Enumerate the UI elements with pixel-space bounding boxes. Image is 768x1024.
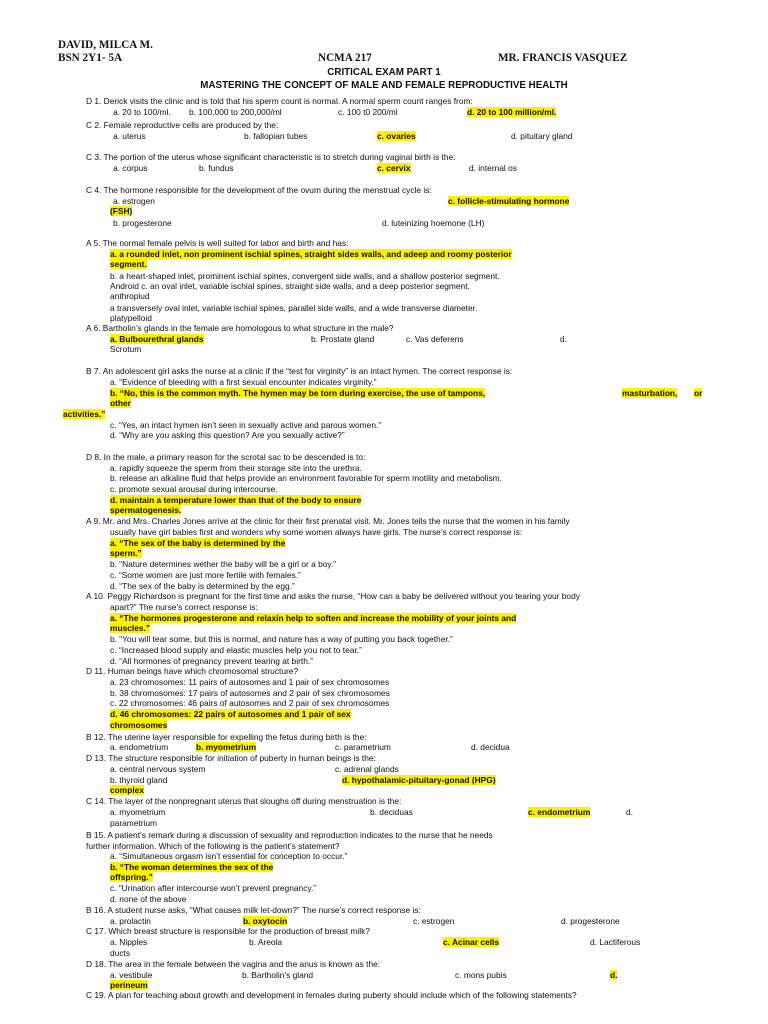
highlighted-answer: d. 46 chromosomes: 22 pairs of autosomes and 1 pair of sex [110, 709, 351, 719]
line-text: c. “Increased blood supply and elastic muscles help you not to tear.” [110, 645, 362, 655]
exam-text-line [110, 570, 301, 580]
exam-text-line [86, 905, 421, 915]
highlighted-answer: d. [610, 970, 618, 980]
exam-text-line [110, 334, 204, 344]
line-text: c. estrogen [413, 916, 455, 926]
exam-text-line [448, 196, 569, 206]
line-text: b. fallopian tubes [244, 131, 308, 141]
line-text: A 9. Mr. and Mrs. Charles Jones arrive at the clinic for their first prenatal visit. Mr. Jones tells the nurse that the women in his family [86, 516, 570, 526]
line-text: a. myometrium [110, 807, 166, 817]
exam-text-line [86, 753, 376, 763]
exam-text-line [110, 602, 258, 612]
line-text: parametrium [110, 818, 158, 828]
exam-text-line [244, 131, 307, 141]
exam-text-line [86, 516, 570, 526]
exam-text-line [110, 688, 390, 698]
exam-text-line [110, 818, 157, 828]
exam-text-line [110, 495, 361, 505]
exam-text-line [110, 313, 152, 323]
exam-text-line [113, 107, 171, 117]
line-text: a. estrogen [113, 196, 155, 206]
exam-text-line [110, 807, 165, 817]
exam-text-line [243, 916, 287, 926]
line-text: usually have girl babies first and wonders why some women always have girls. The nurse’s correct response is: [110, 527, 523, 537]
line-text: b. “Nature determines wether the baby will be a girl or a boy.” [110, 559, 337, 569]
exam-text-line [110, 698, 389, 708]
line-text: A 10. Peggy Richardson is pregnant for the first time and asks the nurse, “How can a baby be delivered without you tearing your body [86, 591, 580, 601]
line-text: d. progesterone [561, 916, 620, 926]
line-text: c. 22 chromosomes: 46 pairs of autosomes and 2 pair of sex chromosomes [110, 698, 390, 708]
exam-text-line [110, 948, 130, 958]
line-text: a. “Evidence of bleeding with a first sexual encounter indicates virginity.” [110, 377, 377, 387]
exam-text-line [626, 807, 633, 817]
line-text: d. Lactiferous [590, 937, 641, 947]
exam-text-line [110, 645, 362, 655]
highlighted-answer: b. “No, this is the common myth. The hymen may be torn during exercise, the use of tampons, [110, 388, 486, 398]
exam-text-line [335, 764, 399, 774]
line-text: B 12. The uterine layer responsible for expelling the fetus during birth is the: [86, 732, 367, 742]
exam-text-line [110, 206, 132, 216]
exam-text-line [110, 548, 142, 558]
line-text: b. fundus [199, 163, 234, 173]
line-text: b. Bartholin’s gland [242, 970, 314, 980]
exam-text-line [469, 163, 517, 173]
exam-text-line [610, 970, 617, 980]
line-text: b. “You will tear some, but this is normal, and nature has a way of putting you back together.” [110, 634, 453, 644]
exam-text-line [86, 323, 394, 333]
highlighted-answer: complex [110, 785, 144, 795]
line-text: a. “Simultaneous orgasm isn’t essential for conception to occur.” [110, 851, 348, 861]
highlighted-answer: (FSH) [110, 206, 133, 216]
line-text: C 2. Female reproductive cells are produced by the: [86, 120, 279, 130]
instructor-name: MR. FRANCIS VASQUEZ [498, 52, 628, 64]
line-text: c. mons pubis [455, 970, 507, 980]
line-text: b. Areola [249, 937, 283, 947]
line-text: d. [626, 807, 633, 817]
line-text: d. internal os [469, 163, 517, 173]
exam-text-line [110, 623, 150, 633]
exam-text-line [199, 163, 233, 173]
exam-text-line [110, 613, 516, 623]
highlighted-answer: c. endometrium [528, 807, 591, 817]
exam-text-line [189, 107, 282, 117]
highlighted-answer: c. ovaries [377, 131, 416, 141]
line-text: C 14. The layer of the nonpregnant uterus that sloughs off during menstruation is the: [86, 796, 402, 806]
line-text: b. 38 chromosomes: 17 pairs of autosomes and 2 pair of sex chromosomes [110, 688, 390, 698]
exam-text-line [86, 796, 401, 806]
exam-text-line [528, 807, 590, 817]
exam-text-line [110, 505, 181, 515]
exam-text-line [86, 96, 473, 106]
exam-text-line [113, 163, 147, 173]
exam-text-line [110, 764, 205, 774]
line-text: a. rapidly squeeze the sperm from their storage site into the urethra. [110, 463, 362, 473]
line-text: Android c. an oval inlet, variable ischial spines, straight side walls, and a deep posterior segment. [110, 281, 470, 291]
exam-text-line [110, 742, 168, 752]
exam-text-line [110, 559, 336, 569]
exam-text-line [86, 732, 367, 742]
highlighted-answer: perineum [110, 980, 148, 990]
highlighted-answer: masturbation, [622, 388, 678, 398]
line-text: b. release an alkaline fluid that helps provide an environment favorable for sperm motility and metabolism. [110, 473, 502, 483]
highlighted-answer: a. a rounded inlet, non prominent ischial spines, straight sides walls, and adeep and roomy posterior [110, 249, 512, 259]
exam-text-line [467, 107, 556, 117]
exam-text-line [110, 894, 186, 904]
exam-text-line [377, 131, 416, 141]
exam-text-line [86, 120, 278, 130]
exam-text-line [110, 249, 512, 259]
exam-text-line [342, 775, 496, 785]
highlighted-answer: b. oxytocin [243, 916, 288, 926]
exam-text-line [110, 388, 485, 398]
line-text: d. decidua [471, 742, 510, 752]
line-text: a. 23 chromosomes: 11 pairs of autosomes and 1 pair of sex chromosomes [110, 677, 390, 687]
exam-text-line [382, 218, 484, 228]
exam-text-line [110, 281, 470, 291]
line-text: D 1. Derick visits the clinic and is told that his sperm count is normal. A normal sperm count ranges from: [86, 96, 473, 106]
highlighted-answer: d. hypothalamic-pituitary-gonad (HPG) [342, 775, 496, 785]
line-text: a. uterus [113, 131, 146, 141]
line-text: b. Prostate gland [311, 334, 375, 344]
exam-text-line [413, 916, 454, 926]
line-text: C 4. The hormone responsible for the development of the ovum during the menstrual cycle is: [86, 185, 432, 195]
line-text: a. endometrium [110, 742, 169, 752]
exam-text-line [86, 238, 348, 248]
exam-text-line [110, 303, 477, 313]
line-text: c. promote sexual arousal during intercourse. [110, 484, 278, 494]
line-text: b. deciduas [370, 807, 413, 817]
line-text: b. progesterone [113, 218, 172, 228]
exam-text-line [561, 916, 620, 926]
line-text: c. “Some women are just more fertile with females.” [110, 570, 301, 580]
line-text: c. Vas deferens [406, 334, 464, 344]
exam-text-line [622, 388, 677, 398]
exam-text-line [370, 807, 413, 817]
highlighted-answer: c. follicle-stimulating hormone [448, 196, 570, 206]
exam-text-line [471, 742, 510, 752]
exam-text-line [110, 344, 141, 354]
highlighted-answer: a. Bulbourethral glands [110, 334, 204, 344]
exam-text-line [110, 709, 351, 719]
exam-text-line [196, 742, 256, 752]
exam-text-line [110, 538, 285, 548]
exam-part: CRITICAL EXAM PART 1 [327, 67, 441, 78]
exam-text-line [110, 970, 152, 980]
line-text: b. thyroid gland [110, 775, 168, 785]
line-text: platypelloid [110, 313, 152, 323]
line-text: d. pituitary gland [511, 131, 573, 141]
line-text: c. parametrium [335, 742, 391, 752]
line-text: D 11. Human beings have which chromosomal structure? [86, 666, 299, 676]
exam-text-line [110, 656, 313, 666]
exam-text-line [110, 634, 453, 644]
line-text: D 18. The area in the female between the vagina and the anus is known as the: [86, 959, 381, 969]
line-text: B 16. A student nurse asks, “What causes milk let-down?” The nurse’s correct response is: [86, 905, 421, 915]
exam-text-line [110, 420, 381, 430]
exam-text-line [338, 107, 398, 117]
line-text: a transversely oval inlet, variable ischial spines, parallel side walls, and a wide transverse diameter. [110, 303, 478, 313]
exam-text-line [110, 527, 522, 537]
exam-text-line [113, 131, 146, 141]
exam-text-line [110, 862, 273, 872]
exam-text-line [86, 841, 340, 851]
highlighted-answer: b. “The woman determines the sex of the [110, 862, 274, 872]
exam-text-line [86, 591, 580, 601]
highlighted-answer: d. 20 to 100 million/ml. [467, 107, 557, 117]
highlighted-answer: d. maintain a temperature lower than that of the body to ensure [110, 495, 362, 505]
line-text: D 13. The structure responsible for initiation of puberty in human beings is the: [86, 753, 376, 763]
exam-text-line [377, 163, 411, 173]
exam-text-line [110, 398, 131, 408]
student-name: DAVID, MILCA M. [58, 39, 153, 51]
highlighted-answer: c. Acinar cells [443, 937, 500, 947]
exam-text-line [86, 926, 370, 936]
exam-text-line [110, 473, 502, 483]
exam-text-line [110, 484, 278, 494]
exam-text-line [110, 677, 389, 687]
exam-text-line [110, 271, 500, 281]
exam-text-line [406, 334, 464, 344]
exam-text-line [242, 970, 313, 980]
line-text: D 8. In the male, a primary reason for the scrotal sac to be descended is to: [86, 452, 366, 462]
exam-text-line [86, 666, 298, 676]
exam-text-line [110, 291, 150, 301]
line-text: a. vestibule [110, 970, 153, 980]
line-text: ducts [110, 948, 131, 958]
line-text: d. “Why are you asking this question? Are you sexually active?” [110, 430, 345, 440]
exam-text-line [694, 388, 702, 398]
course-code: NCMA 217 [318, 52, 372, 64]
exam-text-line [110, 872, 153, 882]
exam-text-line [110, 980, 148, 990]
exam-text-line [86, 152, 455, 162]
line-text: c. 100 t0 200/ml [338, 107, 398, 117]
line-text: a. central nervous system [110, 764, 206, 774]
line-text: B 7. An adolescent girl asks the nurse at a clinic if the “test for virginity” is an intact hymen. The correct response is: [86, 366, 513, 376]
highlighted-answer: segment. [110, 259, 147, 269]
highlighted-answer: other [110, 398, 131, 408]
exam-text-line [110, 851, 347, 861]
line-text: b. 100,000 to 200,000/ml [189, 107, 282, 117]
exam-text-line [86, 830, 493, 840]
exam-text-line [335, 742, 391, 752]
line-text: d. none of the above [110, 894, 187, 904]
line-text: d. [560, 334, 567, 344]
line-text: a. corpus [113, 163, 148, 173]
line-text: A 6. Bartholin’s glands in the female are homologous to what structure in the male? [86, 323, 394, 333]
highlighted-answer: or [694, 388, 703, 398]
exam-text-line [455, 970, 507, 980]
highlighted-answer: a. “The sex of the baby is determined by the [110, 538, 286, 548]
exam-text-line [110, 430, 345, 440]
exam-title: MASTERING THE CONCEPT OF MALE AND FEMALE REPRODUCTIVE HEALTH [200, 80, 568, 91]
line-text: d. luteinizing hoemone (LH) [382, 218, 485, 228]
highlighted-answer: b. myometrium [196, 742, 257, 752]
line-text: d. “The sex of the baby is determined by the egg.” [110, 581, 295, 591]
exam-text-line [110, 785, 144, 795]
exam-text-line [113, 218, 172, 228]
line-text: c. “Yes, an intact hymen isn’t seen in sexually active and parous women.” [110, 420, 382, 430]
exam-text-line [86, 366, 512, 376]
exam-text-line [110, 720, 167, 730]
exam-text-line [249, 937, 282, 947]
exam-text-line [86, 959, 380, 969]
exam-text-line [86, 185, 432, 195]
exam-text-line [110, 463, 362, 473]
exam-text-line [560, 334, 567, 344]
exam-text-line [86, 452, 365, 462]
line-text: C 17. Which breast structure is responsible for the production of breast milk? [86, 926, 370, 936]
student-section: BSN 2Y1- 5A [58, 52, 123, 64]
exam-text-line [110, 377, 377, 387]
exam-text-line [110, 581, 295, 591]
line-text: d. “All hormones of pregnancy prevent tearing at birth.” [110, 656, 313, 666]
highlighted-answer: chromosomes [110, 720, 168, 730]
exam-text-line [311, 334, 374, 344]
line-text: A 5. The normal female pelvis is well suited for labor and birth and has: [86, 238, 349, 248]
line-text: further information. Which of the following is the patient’s statement? [86, 841, 340, 851]
line-text: C 3. The portion of the uterus whose significant characteristic is to stretch during vaginal birth is the: [86, 152, 456, 162]
highlighted-answer: sperm.” [110, 548, 142, 558]
highlighted-answer: c. cervix [377, 163, 411, 173]
exam-text-line [443, 937, 499, 947]
exam-text-line [110, 916, 151, 926]
exam-text-line [590, 937, 640, 947]
exam-text-line [110, 775, 167, 785]
line-text: B 15. A patient’s remark during a discussion of sexuality and reproduction indicates to the nurse that he needs [86, 830, 493, 840]
highlighted-answer: offspring.” [110, 872, 153, 882]
highlighted-answer: spermatogenesis. [110, 505, 182, 515]
exam-text-line [86, 990, 577, 1000]
line-text: a. 20 to 100/ml. [113, 107, 171, 117]
line-text: Scrotum [110, 344, 142, 354]
highlighted-answer: muscles.” [110, 623, 151, 633]
line-text: c. “Urination after intercourse won’t prevent pregnancy.” [110, 883, 317, 893]
exam-text-line [113, 196, 155, 206]
exam-text-line [110, 883, 316, 893]
line-text: apart?” The nurse’s correct response is: [110, 602, 258, 612]
exam-text-line [511, 131, 572, 141]
line-text: C 19. A plan for teaching about growth and development in females during puberty should include which of the following statements? [86, 990, 577, 1000]
exam-text-line [110, 937, 147, 947]
line-text: anthropiud [110, 291, 150, 301]
highlighted-answer: a. “The hormones progesterone and relaxin help to soften and increase the mobility of your joints and [110, 613, 517, 623]
highlighted-answer: activities.” [63, 409, 106, 419]
line-text: a. Nipples [110, 937, 148, 947]
line-text: b. a heart-shaped inlet, prominent ischial spines, convergent side walls, and a shallow posterior segment. [110, 271, 500, 281]
exam-text-line [110, 259, 147, 269]
line-text: c. adrenal glands [335, 764, 399, 774]
line-text: a. prolactin [110, 916, 151, 926]
exam-text-line [63, 409, 105, 419]
